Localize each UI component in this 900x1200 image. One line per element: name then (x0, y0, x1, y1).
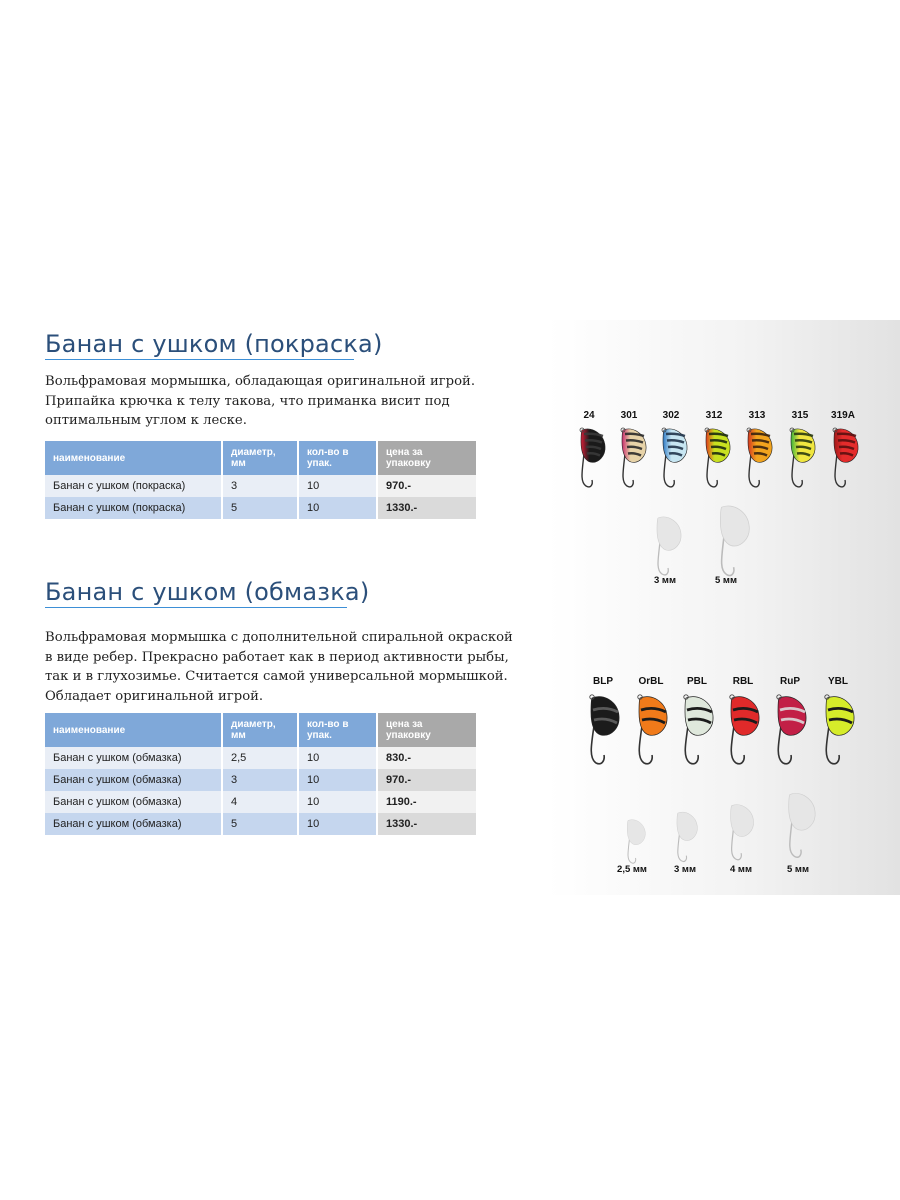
size-label: 3 мм (674, 864, 696, 875)
header-name: наименование (45, 713, 221, 747)
lure-image (769, 690, 809, 775)
lure-image (699, 424, 733, 497)
header-quantity: кол-во в упак. (299, 713, 376, 747)
cell-name: Банан с ушком (обмазка) (45, 791, 221, 813)
header-name: наименование (45, 441, 221, 475)
lure-size-sample (712, 500, 753, 587)
table-row (45, 475, 476, 497)
lure-code-label: RuP (780, 676, 800, 687)
cell-price: 1330.- (378, 497, 476, 519)
cell-price: 830.- (378, 747, 476, 769)
lure-image (741, 424, 775, 497)
section-description-painted: Вольфрамовая мормышка, обладающая оригинальной игрой. Припайка крючка к телу такова, что приманка висит под оптимальным углом к леске. (45, 374, 476, 428)
cell-price: 1190.- (378, 791, 476, 813)
table-row (45, 769, 476, 791)
lure-code-label: OrBL (638, 676, 664, 687)
table-row (45, 497, 476, 519)
cell-price: 970.- (378, 769, 476, 791)
header-diameter: диаметр, мм (223, 713, 297, 747)
section-title-coated: Банан с ушком (обмазка) (45, 578, 370, 606)
header-price: цена за упаковку (378, 441, 476, 475)
header-quantity: кол-во в упак. (299, 441, 376, 475)
lure-code-label: 315 (791, 410, 809, 421)
table-row (45, 747, 476, 769)
header-diameter: диаметр, мм (223, 441, 297, 475)
title-underline (45, 607, 347, 608)
lure-size-sample (724, 800, 756, 870)
lure-image (615, 424, 649, 497)
lure-size-sample (781, 788, 818, 868)
cell-quantity: 10 (299, 475, 376, 497)
section-title-painted: Банан с ушком (покраска) (45, 330, 383, 358)
size-label: 5 мм (787, 864, 809, 875)
cell-diameter: 5 (223, 497, 297, 519)
lure-image (784, 424, 818, 497)
header-price: цена за упаковку (378, 713, 476, 747)
lure-image (676, 690, 716, 775)
title-underline (45, 359, 354, 360)
price-table-coated (43, 713, 478, 835)
cell-quantity: 10 (299, 497, 376, 519)
cell-diameter: 4 (223, 791, 297, 813)
lure-size-sample (671, 808, 700, 871)
lure-code-label: YBL (828, 676, 848, 687)
section-description-coated: Вольфрамовая мормышка с дополнительной спиральной окраской в виде ребер. Прекрасно работает как в период активности рыбы, так и в глухозимье. Считается самой универсальной мормышкой. Обладает оригинальной игрой. (45, 630, 513, 704)
lure-code-label: 319A (831, 410, 855, 421)
lure-image (582, 690, 622, 775)
cell-quantity: 10 (299, 747, 376, 769)
lure-code-label: RBL (732, 676, 754, 687)
cell-diameter: 5 (223, 813, 297, 835)
lure-code-label: 312 (705, 410, 723, 421)
cell-price: 1330.- (378, 813, 476, 835)
cell-diameter: 2,5 (223, 747, 297, 769)
lure-code-label: 302 (662, 410, 680, 421)
table-row (45, 813, 476, 835)
table-header-row (45, 441, 476, 475)
lure-image (630, 690, 670, 775)
lure-code-label: 313 (748, 410, 766, 421)
cell-name: Банан с ушком (покраска) (45, 475, 221, 497)
lure-image (574, 424, 608, 497)
cell-quantity: 10 (299, 791, 376, 813)
size-label: 4 мм (730, 864, 752, 875)
cell-name: Банан с ушком (обмазка) (45, 747, 221, 769)
cell-quantity: 10 (299, 769, 376, 791)
cell-price: 970.- (378, 475, 476, 497)
lure-code-label: BLP (593, 676, 613, 687)
size-label: 3 мм (654, 575, 676, 586)
cell-diameter: 3 (223, 475, 297, 497)
lure-code-label: 301 (620, 410, 638, 421)
price-table-painted (43, 441, 478, 519)
lure-image (656, 424, 690, 497)
lure-image (827, 424, 861, 497)
cell-name: Банан с ушком (обмазка) (45, 813, 221, 835)
size-label: 2,5 мм (617, 864, 647, 875)
lure-image (722, 690, 762, 775)
table-header-row (45, 713, 476, 747)
cell-name: Банан с ушком (обмазка) (45, 769, 221, 791)
lure-image (817, 690, 857, 775)
size-label: 5 мм (715, 575, 737, 586)
table-row (45, 791, 476, 813)
cell-diameter: 3 (223, 769, 297, 791)
lure-code-label: PBL (687, 676, 707, 687)
lure-code-label: 24 (583, 410, 595, 421)
cell-name: Банан с ушком (покраска) (45, 497, 221, 519)
cell-quantity: 10 (299, 813, 376, 835)
